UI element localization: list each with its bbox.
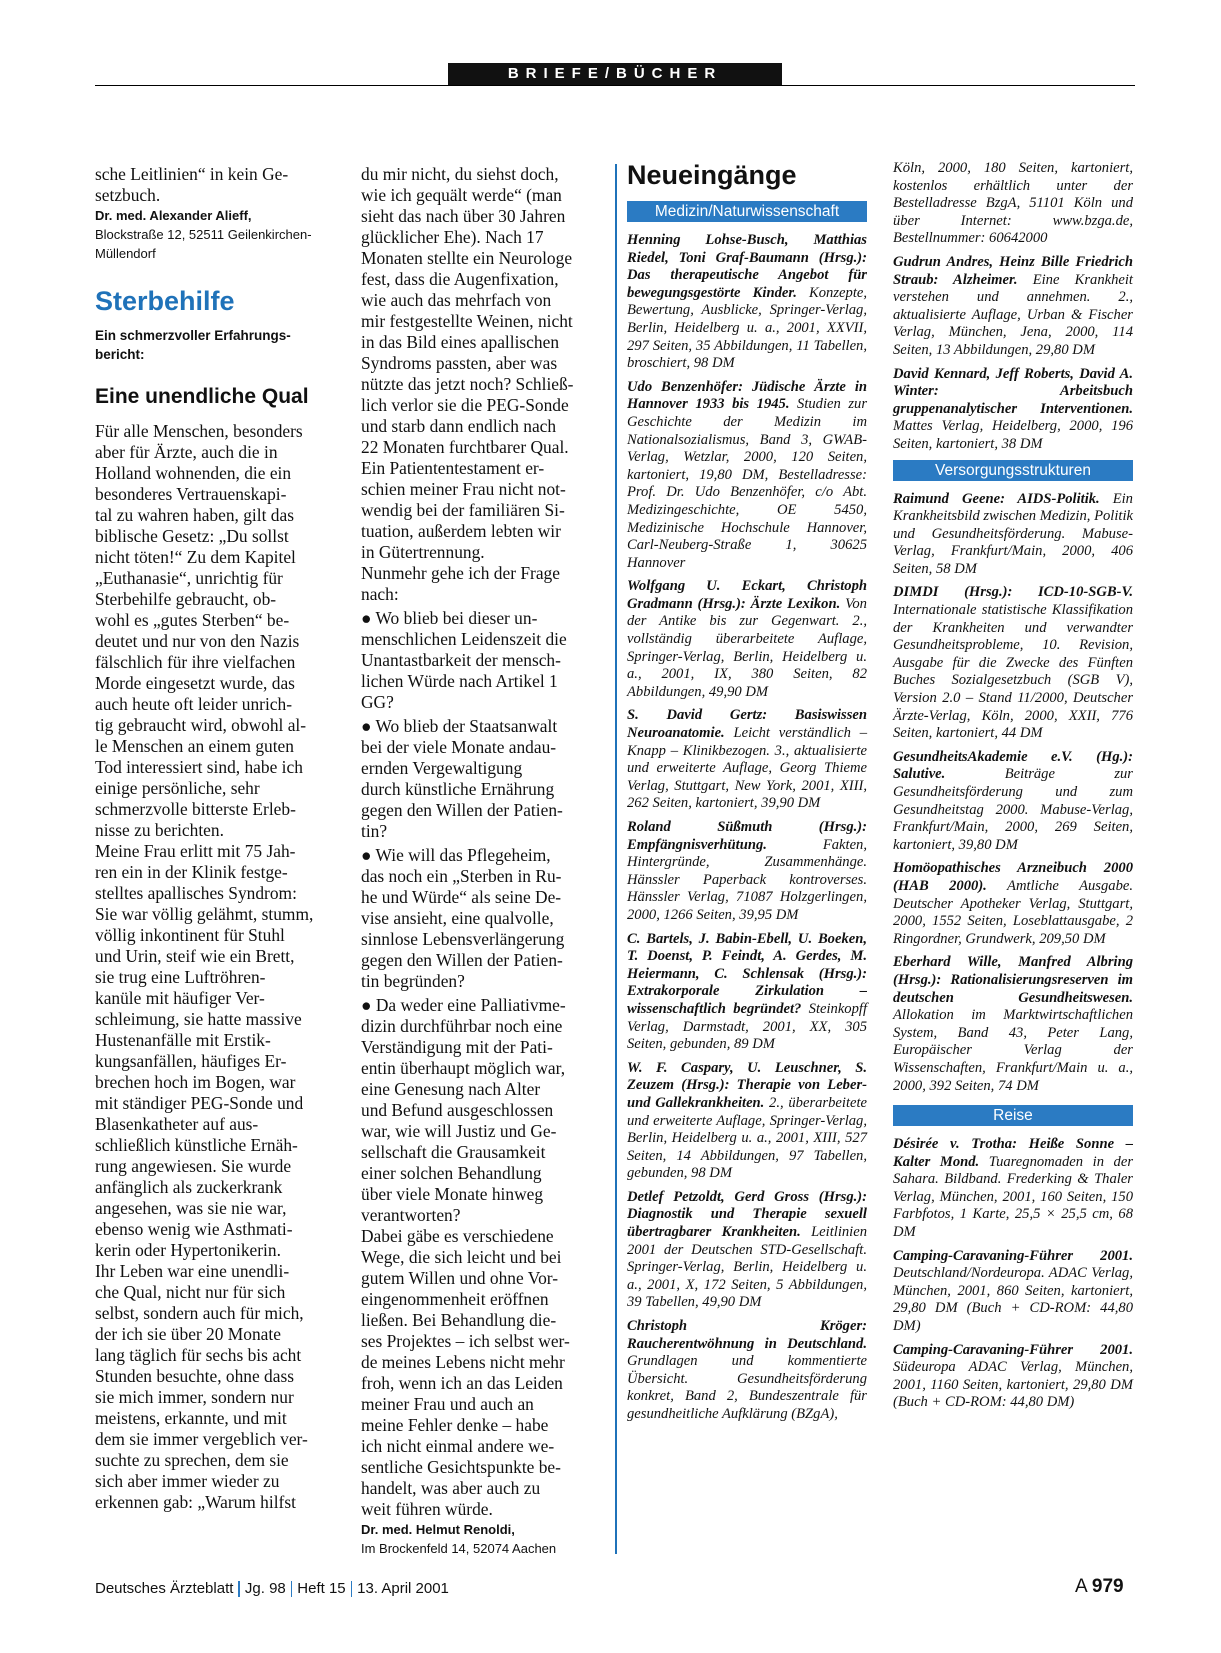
text-line: biblische Gesetz: „Du sollst <box>95 526 289 546</box>
text-line: Blasenkatheter auf aus- <box>95 1114 259 1134</box>
text-line: ● Wie will das Pflegeheim, <box>361 845 551 865</box>
text-line: Ihr Leben war eine unendli- <box>95 1261 290 1281</box>
letter-signature <box>95 206 335 263</box>
text-line: erkennen gab: „Warum hilfst <box>95 1492 296 1512</box>
book-entry <box>627 1318 867 1424</box>
signature-name: Dr. med. Alexander Alieff, <box>95 208 252 223</box>
book-entry <box>627 379 867 573</box>
lead-line: sche Leitlinien“ in kein Ge- <box>95 164 289 184</box>
text-line: besonderes Vertrauenskapi- <box>95 484 287 504</box>
text-line: und starb dann endlich nach <box>361 416 557 436</box>
text-line: kerin oder Hypertonikerin. <box>95 1240 281 1260</box>
book-author-title: Eberhard Wille, Manfred Albring (Hrsg.): Rationalisierungsreserven im deutschen Gesundheitswesen. <box>893 954 1133 1006</box>
text-line: lang täglich für sechs bis acht <box>95 1345 302 1365</box>
text-line: sentliche Gesichtspunkte be- <box>361 1457 561 1477</box>
book-author-title: Homöopathisches Arzneibuch 2000 (HAB 2000). <box>893 860 1133 894</box>
book-author-title: Roland Süßmuth (Hrsg.): Empfängnisverhütung. <box>627 819 867 853</box>
text-line: Tod interessiert sind, habe ich <box>95 757 303 777</box>
text-line: ● Wo blieb der Staatsanwalt <box>361 716 558 736</box>
book-list <box>893 254 1133 454</box>
text-line: weit führen würde. <box>361 1499 493 1519</box>
text-line: Stunden besuchte, ohne dass <box>95 1366 294 1386</box>
text-line: schließlich künstliche Ernäh- <box>95 1135 298 1155</box>
book-details: Eine Krankheit verstehen und annehmen. 2., aktualisierte Auflage, Urban & Fischer Verlag, München, Jena, 2000, 114 Seiten, 13 Abbildungen, 29,80 DM <box>893 271 1133 358</box>
book-entry <box>893 1342 1133 1412</box>
book-author-title: Camping-Caravaning-Führer 2001. <box>893 1341 1133 1358</box>
issue: Heft 15 <box>297 1580 346 1597</box>
text-line: sich aber immer wieder zu <box>95 1471 280 1491</box>
text-line: Wege, die sich leicht und bei <box>361 1247 562 1267</box>
book-details: Ein Krankheitsbild zwischen Medizin, Politik und Gesundheitsförderung. Mabuse-Verlag, Frankfurt/Main, 2000, 406 Seiten, 58 DM <box>893 490 1133 577</box>
text-line: und Befund ausgeschlossen <box>361 1100 554 1120</box>
book-entry <box>893 366 1133 454</box>
text-line: ● Da weder eine Palliativme- <box>361 995 566 1015</box>
text-line: Sie war völlig gelähmt, stumm, <box>95 904 314 924</box>
text-line: he und Würde“ als seine De- <box>361 887 562 907</box>
text-line: sie trug eine Luftröhren- <box>95 967 266 987</box>
text-line: meine Fehler denke – habe <box>361 1415 549 1435</box>
column-2 <box>361 164 601 1558</box>
text-line: Dabei gäbe es verschiedene <box>361 1226 554 1246</box>
text-line: schleimung, sie hatte massive <box>95 1009 302 1029</box>
text-line: kanüle mit häufiger Ver- <box>95 988 265 1008</box>
text-line: fest, dass die Augenfixation, <box>361 269 559 289</box>
book-author-title: C. Bartels, J. Babin-Ebell, U. Boeken, T. Doenst, P. Feindt, A. Gerdes, M. Heiermann, C. Schlensak (Hrsg.): Extrakorporale Zirkulation – wissenschaftlich begründet? <box>627 930 867 1017</box>
text-line: selbst, sondern auch für mich, <box>95 1303 304 1323</box>
text-line: schmerzvolle bitterste Erleb- <box>95 799 296 819</box>
text-line: Sterbehilfe gebraucht, ob- <box>95 589 277 609</box>
text-line: ● Wo blieb bei dieser un- <box>361 608 538 628</box>
text-line: in Gütertrennung. <box>361 542 485 562</box>
article-title: Eine unendliche Qual <box>95 385 309 408</box>
text-line: du mir nicht, du siehst doch, <box>361 164 559 184</box>
text-line: anfänglich als zuckerkrank <box>95 1177 283 1197</box>
book-entry <box>627 1189 867 1312</box>
book-list <box>627 232 867 1424</box>
text-line: tuation, außerdem lebten wir <box>361 521 561 541</box>
text-line: verantworten? <box>361 1205 461 1225</box>
text-line: brechen hoch im Bogen, war <box>95 1072 296 1092</box>
text-line: handelt, was aber auch zu <box>361 1478 541 1498</box>
book-author-title: Udo Benzenhöfer: Jüdische Ärzte in Hannover 1933 bis 1945. <box>627 378 867 413</box>
book-details: Leitlinien 2001 der Deutschen STD-Gesellschaft. Springer-Verlag, Berlin, Heidelberg u. a., 2001, X, 172 Seiten, 5 Abbildungen, 39 Tabellen, 49,90 DM <box>627 1224 868 1311</box>
text-line: in das Bild eines apallischen <box>361 332 560 352</box>
journal-name: Deutsches Ärzteblatt <box>95 1580 234 1597</box>
book-details: Konzepte, Bewertung, Ausblicke, Springer-Verlag, Berlin, Heidelberg u. a., 2001, XXVII, 297 Seiten, 35 Abbildungen, 11 Tabellen, broschiert, 98 DM <box>627 284 867 372</box>
text-line: che Qual, nicht nur für sich <box>95 1282 286 1302</box>
text-line: „Euthanasie“, unrichtig für <box>95 568 283 588</box>
text-line: tin? <box>361 821 388 841</box>
issue-date: 13. April 2001 <box>357 1580 449 1597</box>
text-line: nützte das jetzt noch? Schließ- <box>361 374 574 394</box>
volume: Jg. 98 <box>244 1580 286 1597</box>
signature-address: Blockstraße 12, 52511 Geilenkirchen- <box>95 227 312 242</box>
text-line: tin begründen? <box>361 971 465 991</box>
question-item <box>361 608 601 713</box>
text-line: nicht töten!“ Zu dem Kapitel <box>95 547 296 567</box>
text-line: glücklicher Ehe). Nach 17 <box>361 227 544 247</box>
book-author-title: Detlef Petzoldt, Gerd Gross (Hrsg.): Diagnostik und Therapie sexuell übertragbarer Krankheiten. <box>627 1188 867 1241</box>
book-entry <box>893 1136 1133 1242</box>
book-details: Grundlagen und kommentierte Übersicht. Gesundheitsförderung konkret, Band 2, Bundeszentrale für gesundheitliche Aufklärung (BZgA), <box>627 1353 867 1422</box>
text-line: rung angewiesen. Sie wurde <box>95 1156 292 1176</box>
book-list <box>893 491 1133 1096</box>
text-line: über viele Monate hinweg <box>361 1184 544 1204</box>
text-line: gegen den Willen der Patien- <box>361 950 563 970</box>
text-line: vise ansieht, eine qualvolle, <box>361 908 554 928</box>
text-line: gutem Willen und ohne Vor- <box>361 1268 558 1288</box>
text-line: war, wie will Justiz und Ge- <box>361 1121 557 1141</box>
column-4 <box>893 160 1133 1418</box>
article-body <box>361 1226 601 1520</box>
book-entry <box>893 584 1133 742</box>
text-line: tig gebraucht wird, obwohl al- <box>95 715 307 735</box>
book-details: Südeuropa ADAC Verlag, München, 2001, 1160 Seiten, kartoniert, 29,80 DM (Buch + CD-ROM: 44,80 DM) <box>893 1359 1133 1411</box>
signature-address: Im Brockenfeld 14, 52074 Aachen <box>361 1541 557 1556</box>
text-line: und Urin, steif wie ein Brett, <box>95 946 295 966</box>
text-line: angesehen, was sie nie war, <box>95 1198 287 1218</box>
book-details: Internationale statistische Klassifikation der Krankheiten und verwandter Gesundheitsprobleme, 10. Revision, Ausgabe für die Zwecke des Fünften Buches Sozialgesetzbuch (SGB V), Version 2.0 – Stand 11/2000, Deutscher Ärzte-Verlag, Köln, 2000, XXII, 776 Seiten, kartoniert, 44 DM <box>893 602 1133 742</box>
text-line: ren ein in der Klinik festge- <box>95 862 288 882</box>
book-entry <box>627 931 867 1054</box>
book-details: Deutschland/Nordeuropa. ADAC Verlag, München, 2001, 860 Seiten, kartoniert, 29,80 DM (Buch + CD-ROM: 44,80 DM) <box>893 1265 1133 1335</box>
text-line: menschlichen Leidenszeit die <box>361 629 567 649</box>
text-line: wohl es „gutes Sterben“ be- <box>95 610 290 630</box>
text-line: wie ich gequält werde“ (man <box>361 185 562 205</box>
book-details: Studien zur Geschichte der Medizin im Nationalsozialismus, Band 3, GWAB-Verlag, Wetzlar, 2000, 120 Seiten, kartoniert, 19,80 DM, Bestelladresse: Prof. Dr. Udo Benzenhöfer, c/o Abt. Medizingeschichte, OE 5450, Medizinische Hochschule Hannover, Carl-Neuberg-Straße 1, 30625 Hannover <box>627 396 867 571</box>
text-line: der ich sie über 20 Monate <box>95 1324 281 1344</box>
text-line: ses Projektes – ich selbst wer- <box>361 1331 570 1351</box>
text-line: stelltes apallisches Syndrom: <box>95 883 297 903</box>
book-author-title: W. F. Caspary, U. Leuschner, S. Zeuzem (Hrsg.): Therapie von Leber- und Gallekrankheiten. <box>627 1059 867 1111</box>
book-author-title: Gudrun Andres, Heinz Bille Friedrich Straub: Alzheimer. <box>893 253 1133 288</box>
text-line: ließen. Bei Behandlung die- <box>361 1310 557 1330</box>
question-item <box>361 716 601 842</box>
text-line: durch künstliche Ernährung <box>361 779 555 799</box>
book-author-title: Désirée v. Trotha: Heiße Sonne – Kalter Mond. <box>893 1136 1133 1170</box>
lead-line: setzbuch. <box>95 185 161 205</box>
text-line: Meine Frau erlitt mit 75 Jah- <box>95 841 296 861</box>
article-body <box>95 421 335 1513</box>
book-details: Leicht verständlich – Knapp – Klinikbezogen. 3., aktualisierte und erweiterte Auflage, Georg Thieme Verlag, Stuttgart, New York, 2001, XIII, 262 Seiten, kartoniert, 39,90 DM <box>627 725 867 812</box>
book-author-title: David Kennard, Jeff Roberts, David A. Winter: Arbeitsbuch gruppenanalytischer Interventionen. <box>893 365 1133 417</box>
text-line: bei der viele Monate andau- <box>361 737 557 757</box>
text-line: entin überhaupt möglich war, <box>361 1058 566 1078</box>
text-line: auch heute oft leider unrich- <box>95 694 293 714</box>
book-details: Mattes Verlag, Heidelberg, 2000, 196 Seiten, kartoniert, 38 DM <box>893 418 1133 452</box>
text-line: GG? <box>361 692 394 712</box>
text-line: tal zu wahren haben, gilt das <box>95 505 294 525</box>
book-entry <box>893 254 1133 360</box>
book-author-title: Raimund Geene: AIDS-Politik. <box>893 490 1100 507</box>
book-entry <box>893 491 1133 579</box>
book-entry <box>627 1060 867 1183</box>
text-line: de meines Lebens nicht mehr <box>361 1352 565 1372</box>
text-line: ich nicht einmal andere we- <box>361 1436 555 1456</box>
book-entry <box>893 860 1133 948</box>
text-line: Verständigung mit der Pati- <box>361 1037 553 1057</box>
book-author-title: Wolfgang U. Eckart, Christoph Gradmann (Hrsg.): Ärzte Lexikon. <box>627 578 867 612</box>
column-divider <box>615 164 617 1554</box>
text-line: lichen Würde nach Artikel 1 <box>361 671 558 691</box>
section-heading: Sterbehilfe <box>95 286 235 316</box>
text-line: sieht das nach über 30 Jahren <box>361 206 566 226</box>
text-line: Unantastbarkeit der mensch- <box>361 650 561 670</box>
book-details: Von der Antike bis zur Gegenwart. 2., vollständig überarbeitete Auflage, Springer-Verlag, Berlin, Heidelberg u. a., 2001, IX, 380 Seiten, 82 Abbildungen, 49,90 DM <box>627 595 867 700</box>
text-line: mit ständiger PEG-Sonde und <box>95 1093 304 1113</box>
text-line: ernden Vergewaltigung <box>361 758 523 778</box>
book-entry <box>627 578 867 701</box>
book-details: Fakten, Hintergründe, Zusammenhänge. Hänssler Paperback kontroverses. Hänssler Verlag, 71087 Holzgerlingen, 2000, 1266 Seiten, 39,95 DM <box>627 836 867 923</box>
text-line: Morde eingesetzt wurde, das <box>95 673 295 693</box>
book-author-title: DIMDI (Hrsg.): ICD-10-SGB-V. <box>893 584 1133 601</box>
letter-signature <box>361 1520 601 1558</box>
book-details: Allokation im Marktwirtschaftlichen System, Band 43, Peter Lang, Europäischer Verlag der Wissenschaften, Frankfurt/Main u. a., 2000, 392 Seiten, 74 DM <box>893 1007 1133 1094</box>
text-line: eingenommenheit eröffnen <box>361 1289 549 1309</box>
book-entry <box>893 749 1133 855</box>
text-line: fälschlich für ihre vielfachen <box>95 652 296 672</box>
text-line: ebenso wenig wie Asthmati- <box>95 1219 293 1239</box>
book-entry-continued: Köln, 2000, 180 Seiten, kartoniert, kostenlos erhältlich unter der Bestelladresse BzgA, 51101 Köln und über Internet: www.bzga.de, Bestellnummer: 60642000 <box>893 160 1133 247</box>
page-footer <box>95 1580 449 1597</box>
book-details: Tuaregnomaden in der Sahara. Bildband. Frederking & Thaler Verlag, München, 2001, 160 Seiten, 150 Farbfotos, 1 Karte, 25,5 × 25,5 cm, 68 DM <box>893 1153 1134 1241</box>
text-line: eine Genesung nach Alter <box>361 1079 541 1099</box>
text-line: sinnlose Lebensverlängerung <box>361 929 565 949</box>
header-rule <box>95 85 1135 86</box>
text-line: lich verlor sie die PEG-Sonde <box>361 395 569 415</box>
section-subtitle: Ein schmerzvoller Erfahrungs- bericht: <box>95 328 291 362</box>
book-author-title: GesundheitsAkademie e.V. (Hg.): Salutive. <box>893 748 1133 783</box>
text-line: das noch ein „Sterben in Ru- <box>361 866 562 886</box>
text-line: einige persönliche, sehr <box>95 778 260 798</box>
section-rubric: BRIEFE/BÜCHER <box>448 63 782 85</box>
text-line: meiner Frau und auch an <box>361 1394 534 1414</box>
text-line: Nunmehr gehe ich der Frage <box>361 563 560 583</box>
column-3 <box>627 160 867 1430</box>
text-line: Syndroms passten, aber was <box>361 353 558 373</box>
new-arrivals-heading: Neueingänge <box>627 160 797 190</box>
text-line: le Menschen an einem guten <box>95 736 294 756</box>
text-line: Hustenanfälle mit Erstik- <box>95 1030 271 1050</box>
text-line: Für alle Menschen, besonders <box>95 421 303 441</box>
text-line: wie auch das mehrfach von <box>361 290 552 310</box>
text-line: gegen den Willen der Patien- <box>361 800 563 820</box>
text-line: 22 Monaten furchtbarer Qual. <box>361 437 569 457</box>
book-details: 2., überarbeitete und erweiterte Auflage, Springer-Verlag, Berlin, Heidelberg u. a., 2001, XIII, 527 Seiten, 14 Abbildungen, 97 Tabellen, gebunden, 98 DM <box>627 1094 868 1182</box>
column-1 <box>95 164 335 1513</box>
text-line: froh, wenn ich an das Leiden <box>361 1373 563 1393</box>
book-details: Beiträge zur Gesundheitsförderung und zum Gesundheitstag 2000. Mabuse-Verlag, Frankfurt/Main, 2000, 269 Seiten, kartoniert, 39,80 DM <box>893 766 1133 853</box>
category-bar: Medizin/Naturwissenschaft <box>627 201 867 222</box>
text-line: kungsanfällen, häufiges Er- <box>95 1051 287 1071</box>
book-author-title: S. David Gertz: Basiswissen Neuroanatomie. <box>627 707 867 742</box>
signature-address: Müllendorf <box>95 246 156 261</box>
text-line: nach: <box>361 584 399 604</box>
text-line: Ein Patiententestament er- <box>361 458 545 478</box>
book-details: Steinkopff Verlag, Darmstadt, 2001, XX, 305 Seiten, gebunden, 89 DM <box>627 1000 868 1053</box>
text-line: meistens, erkannte, und mit <box>95 1408 287 1428</box>
category-bar: Versorgungsstrukturen <box>893 460 1133 481</box>
text-line: Holland wohnenden, die ein <box>95 463 292 483</box>
text-line: völlig inkontinent für Stuhl <box>95 925 285 945</box>
text-line: aber für Ärzte, auch die in <box>95 442 278 462</box>
text-line: mir festgestellte Weinen, nicht <box>361 311 573 331</box>
question-item <box>361 845 601 992</box>
text-line: sie mich immer, sondern nur <box>95 1387 294 1407</box>
text-line: suchte zu sprechen, dem sie <box>95 1450 289 1470</box>
book-entry <box>627 232 867 373</box>
book-author-title: Christoph Kröger: Raucherentwöhnung in Deutschland. <box>627 1318 867 1352</box>
book-entry <box>893 954 1133 1095</box>
text-line: dizin durchführbar noch eine <box>361 1016 563 1036</box>
book-author-title: Camping-Caravaning-Führer 2001. <box>893 1247 1133 1264</box>
text-line: einer solchen Behandlung <box>361 1163 542 1183</box>
text-line: deutet und nur von den Nazis <box>95 631 300 651</box>
book-entry <box>893 1248 1133 1336</box>
book-list <box>893 1136 1133 1412</box>
page-number: A 979 <box>1075 1576 1124 1597</box>
question-list <box>361 608 601 1226</box>
book-entry <box>627 819 867 925</box>
question-item <box>361 995 601 1226</box>
category-bar: Reise <box>893 1105 1133 1126</box>
text-line: schien meiner Frau nicht not- <box>361 479 566 499</box>
text-line: Monaten stellte ein Neurologe <box>361 248 573 268</box>
text-line: nisse zu berichten. <box>95 820 224 840</box>
book-author-title: Henning Lohse-Busch, Matthias Riedel, Toni Graf-Baumann (Hrsg.): Das therapeutische Angebot für bewegungsgestörte Kinder. <box>627 232 867 301</box>
text-line: sellschaft die Grausamkeit <box>361 1142 546 1162</box>
signature-name: Dr. med. Helmut Renoldi, <box>361 1522 515 1537</box>
text-line: dem sie immer vergeblich ver- <box>95 1429 308 1449</box>
article-body <box>361 164 601 605</box>
book-details: Amtliche Ausgabe. Deutscher Apotheker Verlag, Stuttgart, 2000, 1552 Seiten, Loseblattausgabe, 2 Ringordner, Grundwerk, 209,50 DM <box>893 877 1134 947</box>
text-line: wendig bei der familiären Si- <box>361 500 565 520</box>
book-entry <box>627 707 867 813</box>
